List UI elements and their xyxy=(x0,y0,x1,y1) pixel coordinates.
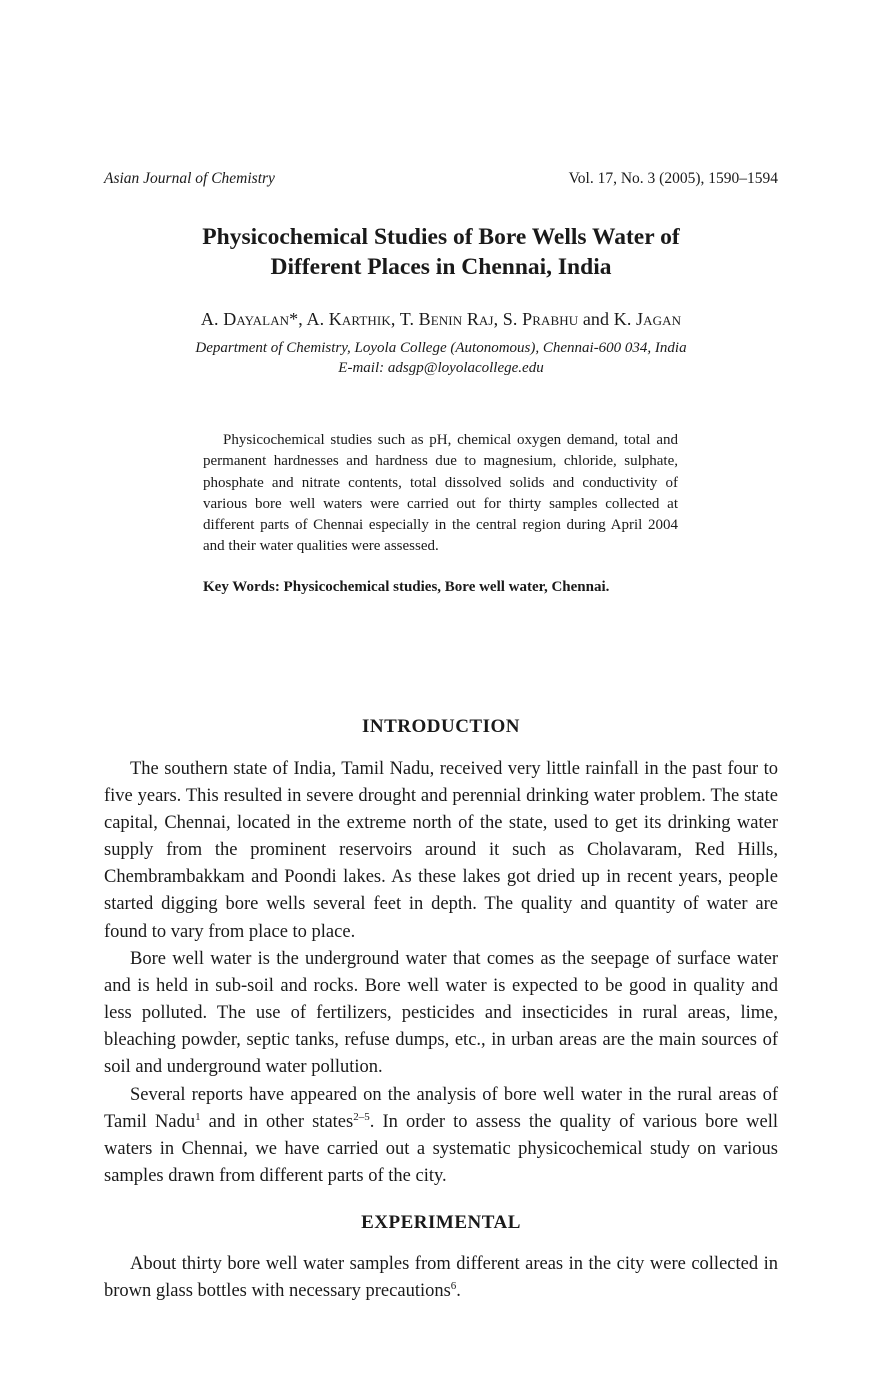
journal-name: Asian Journal of Chemistry xyxy=(104,170,275,187)
author-list xyxy=(104,309,778,330)
author-1-initial: A. xyxy=(200,309,224,329)
author-2-name: Karthik xyxy=(328,309,391,329)
author-2-initial: A. xyxy=(306,309,329,329)
author-conjunction: and xyxy=(578,309,614,329)
paragraph-text: . xyxy=(456,1281,461,1302)
author-4-name: Prabhu xyxy=(522,309,579,329)
volume-info: Vol. 17, No. 3 (2005), 1590–1594 xyxy=(568,170,778,187)
author-separator: , xyxy=(493,309,503,329)
author-5-name: Jagan xyxy=(636,309,682,329)
introduction-paragraph-1: The southern state of India, Tamil Nadu, received very little rainfall in the past four to five years. This resulted in severe drought and perennial drinking water problem. The state capital, Chennai, located in the extreme north of the state, used to get its drinking water supply from the prominent reservoirs around it such as Cholavaram, Red Hills, Chembrambakkam and Poondi lakes. As these lakes got dried up in recent years, people started digging bore wells several feet in depth. The quality and quantity of water are found to vary from place to place. xyxy=(104,759,778,942)
title-line-2: Different Places in Chennai, India xyxy=(270,254,612,280)
reference-marker: 6 xyxy=(450,1279,457,1292)
experimental-heading: EXPERIMENTAL xyxy=(361,1212,521,1233)
abstract: Physicochemical studies such as pH, chemical oxygen demand, total and permanent hardnesses and hardness due to magnesium, chloride, sulphate, phosphate and nitrate contents, total dissolved solids and conductivity of various bore well waters were carried out for thirty samples collected at different parts of Chennai especially in the central region during April 2004 and their water qualities were assessed. xyxy=(203,432,678,555)
title-line-1: Physicochemical Studies of Bore Wells Water of xyxy=(202,224,680,250)
reference-marker: 1 xyxy=(195,1110,201,1123)
paragraph-text: About thirty bore well water samples from different areas in the city were collected in brown glass bottles with necessary precautions xyxy=(104,1254,778,1302)
introduction-heading: INTRODUCTION xyxy=(361,716,521,737)
paragraph-text: . In order to assess the quality of various bore well waters in Chennai, we have carried out a systematic physicochemical study on various samples drawn from different parts of the city. xyxy=(104,1112,779,1187)
author-3-initial: T. xyxy=(399,309,419,329)
reference-marker: 2–5 xyxy=(353,1110,370,1123)
author-1-name: Dayalan xyxy=(223,309,290,329)
paragraph-text: and in other states xyxy=(200,1112,354,1133)
corresponding-author-mark: *, xyxy=(289,309,307,329)
running-header xyxy=(104,170,778,192)
key-words: Key Words: Physicochemical studies, Bore well water, Chennai. xyxy=(203,579,610,595)
introduction-paragraph-3 xyxy=(104,1082,778,1190)
author-4-initial: S. xyxy=(502,309,523,329)
experimental-paragraph-1 xyxy=(104,1251,778,1305)
department: Department of Chemistry, Loyola College (Autonomous), Chennai-600 034, India xyxy=(195,340,687,356)
affiliation xyxy=(104,338,778,378)
article-title xyxy=(104,222,778,282)
author-separator: , xyxy=(390,309,400,329)
paragraph-text: Several reports have appeared on the analysis of bore well water in the rural areas of Tamil Nadu xyxy=(104,1085,778,1133)
introduction-paragraph-2: Bore well water is the underground water that comes as the seepage of surface water and is held in sub-soil and rocks. Bore well water is expected to be good in quality and less polluted. The use of fertilizers, pesticides and insecticides in rural areas, lime, bleaching powder, septic tanks, refuse dumps, etc., in urban areas are the main sources of soil and underground water pollution. xyxy=(104,949,778,1078)
author-5-initial: K. xyxy=(613,309,637,329)
email: E-mail: adsgp@loyolacollege.edu xyxy=(338,360,544,376)
author-3-name: Benin Raj xyxy=(418,309,494,329)
